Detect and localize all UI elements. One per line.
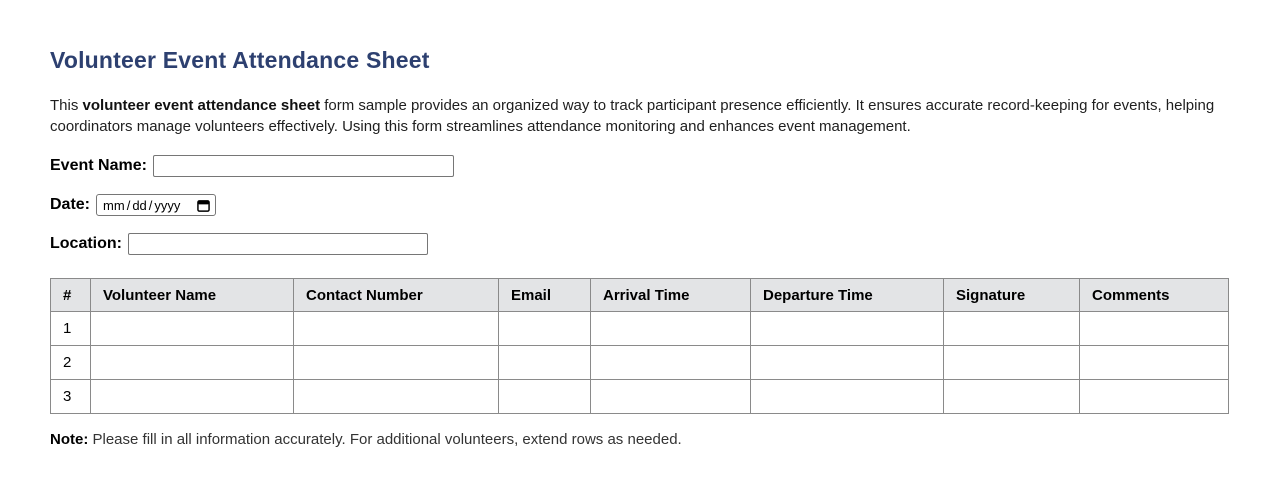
date-separator: / — [126, 197, 131, 213]
table-cell-comments — [1080, 346, 1229, 380]
table-row — [51, 312, 1229, 346]
note-label: Note: — [50, 431, 89, 448]
table-cell-contact-number — [294, 346, 499, 380]
date-field — [50, 194, 1228, 216]
table-cell-comments — [1080, 380, 1229, 414]
table-cell-signature — [944, 346, 1080, 380]
table-cell-volunteer-name — [91, 346, 294, 380]
table-cell-departure-time — [751, 380, 944, 414]
table-cell-volunteer-name — [91, 312, 294, 346]
column-header-comments: Comments — [1080, 279, 1229, 312]
table-row — [51, 346, 1229, 380]
event-name-input[interactable] — [153, 155, 454, 177]
row-number-cell: 1 — [51, 312, 91, 346]
date-label: Date: — [50, 196, 91, 213]
note-body: Please fill in all information accurately. For additional volunteers, extend rows as needed. — [88, 431, 682, 448]
location-field — [50, 233, 1228, 255]
table-cell-contact-number — [294, 380, 499, 414]
intro-bold-phrase: volunteer event attendance sheet — [82, 97, 321, 114]
intro-paragraph — [50, 95, 1228, 137]
intro-prefix: This — [50, 97, 83, 114]
table-cell-volunteer-name — [91, 380, 294, 414]
table-cell-signature — [944, 380, 1080, 414]
attendance-table — [50, 278, 1229, 414]
column-header-number: # — [51, 279, 91, 312]
note-text — [50, 431, 1228, 448]
table-cell-departure-time — [751, 346, 944, 380]
table-header-row — [51, 279, 1229, 312]
row-number-cell: 3 — [51, 380, 91, 414]
table-cell-email — [499, 312, 591, 346]
table-cell-arrival-time — [591, 346, 751, 380]
page-title: Volunteer Event Attendance Sheet — [50, 47, 430, 73]
table-cell-contact-number — [294, 312, 499, 346]
date-day-segment[interactable]: dd — [132, 197, 147, 213]
event-name-label: Event Name: — [50, 157, 147, 174]
calendar-icon[interactable] — [197, 199, 210, 212]
date-month-segment[interactable]: mm — [103, 197, 125, 213]
row-number-cell: 2 — [51, 346, 91, 380]
location-label: Location: — [50, 235, 122, 252]
table-row — [51, 380, 1229, 414]
table-cell-departure-time — [751, 312, 944, 346]
date-separator: / — [148, 197, 153, 213]
table-cell-arrival-time — [591, 312, 751, 346]
column-header-departure-time: Departure Time — [751, 279, 944, 312]
column-header-signature: Signature — [944, 279, 1080, 312]
column-header-email: Email — [499, 279, 591, 312]
table-cell-comments — [1080, 312, 1229, 346]
event-name-field — [50, 155, 1228, 177]
column-header-contact-number: Contact Number — [294, 279, 499, 312]
table-cell-email — [499, 380, 591, 414]
date-year-segment[interactable]: yyyy — [154, 197, 181, 213]
column-header-volunteer-name: Volunteer Name — [91, 279, 294, 312]
location-input[interactable] — [128, 233, 428, 255]
table-cell-email — [499, 346, 591, 380]
intro-rest: form sample provides an organized way to track participant presence efficiently. It ensures accurate record-keeping for events, helping coordinators manage volunteers effectively. Using this form streamlines attendance monitoring and enhances event management. — [50, 97, 1215, 135]
column-header-arrival-time: Arrival Time — [591, 279, 751, 312]
table-cell-signature — [944, 312, 1080, 346]
table-cell-arrival-time — [591, 380, 751, 414]
date-input[interactable] — [96, 194, 216, 216]
